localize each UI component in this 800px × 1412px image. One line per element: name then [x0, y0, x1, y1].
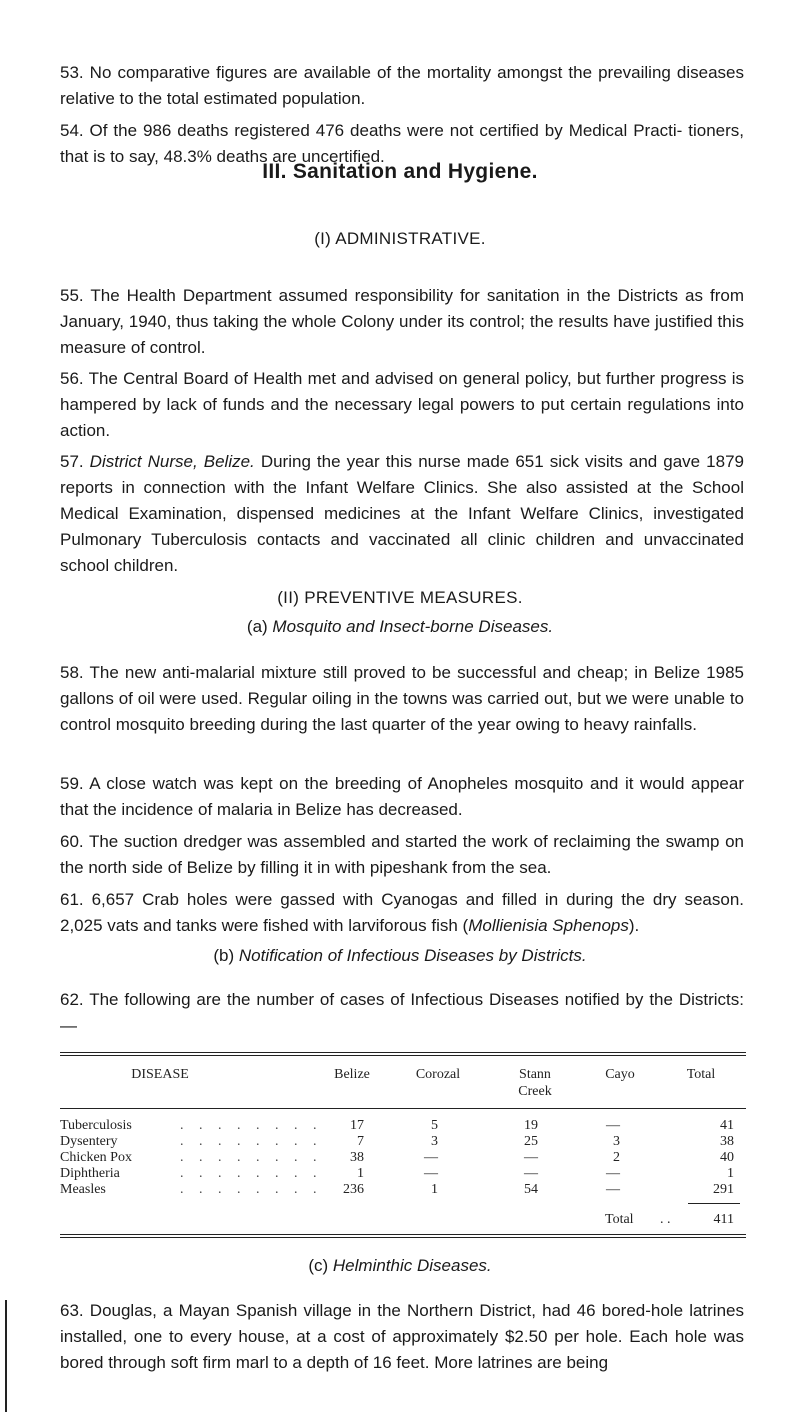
paragraph-61-text: 61. 6,657 Crab holes were gassed with Cyanogas and filled in during the dry season. 2,025 vats and tanks were fished with larviforous fish (	[60, 890, 744, 935]
paragraph-57-italic: District Nurse, Belize.	[89, 452, 255, 471]
paragraph-59: 59. A close watch was kept on the breeding of Anopheles mosquito and it would appear that the incidence of malaria in Belize has decreased.	[60, 774, 744, 819]
cell-disease: Measles	[60, 1182, 106, 1197]
cell-corozal: —	[424, 1166, 438, 1181]
leader-dots: . . . . . . . .	[180, 1150, 323, 1165]
total-sum-rule	[688, 1203, 740, 1204]
cell-cayo: —	[606, 1182, 620, 1197]
cell-belize: 38	[350, 1150, 364, 1165]
cell-corozal: 3	[431, 1134, 438, 1149]
cell-cayo: 3	[613, 1134, 620, 1149]
header-disease: DISEASE	[131, 1067, 189, 1082]
paragraph-57	[60, 449, 744, 579]
cell-total: 41	[720, 1118, 734, 1133]
paragraph-61	[60, 887, 744, 939]
leader-dots: . . . . . . . .	[180, 1166, 323, 1181]
cell-belize: 236	[343, 1182, 364, 1197]
header-stann-line1: Stann	[519, 1067, 551, 1082]
paragraph-60: 60. The suction dredger was assembled and started the work of reclaiming the swamp on the north side of Belize by filling it in with pipeshank from the sea.	[60, 832, 744, 877]
paragraph-61-species: Mollienisia Sphenops	[468, 916, 629, 935]
cell-stann-creek: 19	[524, 1118, 538, 1133]
subheading-mosquito	[0, 617, 800, 637]
leader-dots: . . . . . . . .	[180, 1134, 323, 1149]
subheading-notification-label: (b)	[213, 946, 235, 965]
cell-cayo: —	[606, 1166, 620, 1181]
header-belize: Belize	[334, 1067, 370, 1082]
section-heading: III. Sanitation and Hygiene.	[262, 160, 538, 183]
paragraph-55: 55. The Health Department assumed responsibility for sanitation in the Districts as from January, 1940, thus taking the whole Colony under its control; the results have justified this measure of control.	[60, 286, 744, 357]
subheading-preventive-measures: (II) PREVENTIVE MEASURES.	[277, 588, 523, 607]
cell-disease: Chicken Pox	[60, 1150, 132, 1165]
paragraph-58: 58. The new anti-malarial mixture still proved to be successful and cheap; in Belize 1985 gallons of oil were used. Regular oiling in the towns was carried out, but we were unable to control mosquito breeding during the last quarter of the year owing to heavy rainfalls.	[60, 663, 744, 734]
cell-total: 40	[720, 1150, 734, 1165]
cell-belize: 17	[350, 1118, 364, 1133]
header-stann-creek	[500, 1066, 570, 1100]
paragraph-61-tail: ).	[628, 916, 640, 935]
cell-total: 38	[720, 1134, 734, 1149]
header-stann-line2: Creek	[518, 1084, 552, 1099]
cell-stann-creek: 25	[524, 1134, 538, 1149]
cell-total: 291	[713, 1182, 734, 1197]
table-top-rule	[60, 1052, 746, 1056]
paragraph-57-number: 57.	[60, 452, 90, 471]
cell-corozal: 1	[431, 1182, 438, 1197]
table-header-rule	[60, 1108, 746, 1109]
subheading-notification-title: Notification of Infectious Diseases by Districts.	[238, 946, 587, 965]
cell-disease: Dysentery	[60, 1134, 118, 1149]
leader-dots: . . . . . . . .	[180, 1182, 323, 1197]
header-corozal: Corozal	[415, 1067, 461, 1082]
cell-total: 1	[727, 1166, 734, 1181]
paragraph-62: 62. The following are the number of cases of Infectious Diseases notified by the Districts: —	[60, 990, 744, 1035]
table-bottom-rule	[60, 1234, 746, 1238]
cell-stann-creek: —	[524, 1150, 538, 1165]
cell-belize: 7	[357, 1134, 364, 1149]
paragraph-53: 53. No comparative figures are available of the mortality amongst the prevailing diseases relative to the total estimated population.	[60, 63, 744, 108]
cell-belize: 1	[357, 1166, 364, 1181]
subheading-mosquito-label: (a)	[246, 617, 268, 636]
cell-cayo: 2	[613, 1150, 620, 1165]
subheading-helminthic	[0, 1256, 800, 1276]
cell-stann-creek: 54	[524, 1182, 538, 1197]
cell-corozal: —	[424, 1150, 438, 1165]
cell-disease: Diphtheria	[60, 1166, 120, 1181]
page-edge-mark	[5, 1300, 7, 1412]
header-total: Total	[686, 1067, 716, 1082]
paragraph-63: 63. Douglas, a Mayan Spanish village in the Northern District, had 46 bored-hole latrines installed, one to every house, at a cost of approximately $2.50 per hole. Each hole was bored through soft firm marl to a depth of 16 feet. More latrines are being	[60, 1301, 744, 1372]
subheading-helminthic-label: (c)	[308, 1256, 329, 1275]
paragraph-56: 56. The Central Board of Health met and advised on general policy, but further progress is hampered by lack of funds and the necessary legal powers to put certain regulations into action.	[60, 369, 744, 440]
grand-total: 411	[713, 1212, 734, 1227]
cell-stann-creek: —	[524, 1166, 538, 1181]
cell-disease: Tuberculosis	[60, 1118, 132, 1133]
subheading-administrative: (I) ADMINISTRATIVE.	[314, 229, 486, 248]
cell-cayo: —	[606, 1118, 620, 1133]
subheading-notification	[0, 946, 800, 966]
leader-dots: . . . . . . . .	[180, 1118, 323, 1133]
paragraph-54: 54. Of the 986 deaths registered 476 deaths were not certified by Medical Practi- tioners, that is to say, 48.3% deaths are uncertified.	[60, 121, 744, 166]
header-cayo: Cayo	[605, 1067, 635, 1082]
total-label: Total	[605, 1212, 634, 1227]
subheading-mosquito-title: Mosquito and Insect-borne Diseases.	[272, 617, 554, 636]
subheading-helminthic-title: Helminthic Diseases.	[332, 1256, 492, 1275]
total-dots: . .	[660, 1212, 671, 1227]
paragraph-57-text: During the year this nurse made 651 sick visits and gave 1879 reports in connection with the Infant Welfare Clinics. She also assisted at the School Medical Examination, dispensed medicines at the Infant Welfare Clinics, investigated Pulmonary Tuberculosis contacts and vaccinated all clinic children and unvaccinated school children.	[60, 452, 744, 575]
cell-corozal: 5	[431, 1118, 438, 1133]
